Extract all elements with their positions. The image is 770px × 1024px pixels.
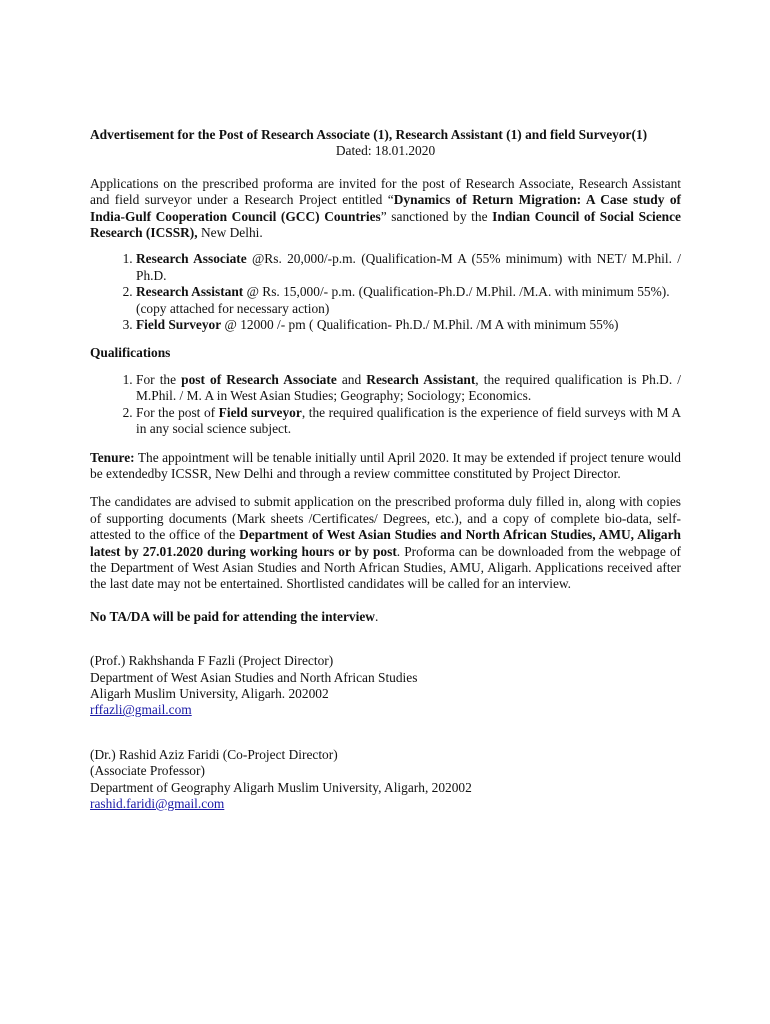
post-item-field-surveyor [136, 317, 681, 333]
qualification-bold: Research Assistant [366, 371, 476, 387]
project-title: Dynamics of Return Migration: A Case study of India-Gulf Cooperation Council (GCC) Countries [90, 192, 681, 224]
director-department: Department of West Asian Studies and North African Studies [90, 669, 418, 685]
application-paragraph [90, 494, 681, 592]
qualification-text: For the [136, 371, 182, 387]
post-note: (copy attached for necessary action) [136, 300, 330, 316]
post-details: @Rs. 20,000/-p.m. (Qualification-M A (55% minimum) with NET/ M.Phil. / Ph.D. [136, 251, 681, 283]
qualification-text: , the required qualification is the experience of field surveys with M A in any social science subject. [136, 404, 682, 437]
application-text: . Proforma can be downloaded from the webpage of the Department of West Asian Studies and North African Studies, AMU, Aligarh. Applications received after the last date may not be entertained. Shortlisted candidates will be called for an interview. [90, 543, 681, 592]
post-item-research-associate [136, 251, 681, 284]
intro-text-3: New Delhi. [197, 225, 263, 241]
application-text: The candidates are advised to submit application on the prescribed proforma duly filled in, along with copies of supporting documents (Mark sheets /Certificates/ Degrees, etc.), and a copy of complete bio-data, self-attested to the office of the [90, 494, 681, 543]
post-item-research-assistant [136, 284, 681, 317]
co-director-department: Department of Geography Aligarh Muslim University, Aligarh, 202002 [90, 779, 472, 795]
co-director-signature [90, 747, 681, 813]
date-line: Dated: 18.01.2020 [335, 143, 436, 159]
director-university: Aligarh Muslim University, Aligarh. 202002 [90, 685, 329, 701]
posts-list [90, 251, 681, 333]
intro-text-2: ” sanctioned by the [380, 208, 493, 224]
qualifications-heading: Qualifications [90, 345, 171, 361]
intro-paragraph [90, 176, 681, 242]
post-name: Research Assistant [136, 284, 244, 300]
director-email-link[interactable]: rffazli@gmail.com [90, 702, 192, 718]
director-signature [90, 653, 681, 719]
post-name: Research Associate [136, 251, 247, 267]
co-director-email-link[interactable]: rashid.faridi@gmail.com [90, 796, 225, 811]
intro-text-1: Applications on the prescribed proforma are invited for the post of Research Associate, Research Assistant and field surveyor under a Research Project entitled “ [90, 175, 681, 208]
page-title: Advertisement for the Post of Research Associate (1), Research Assistant (1) and field Surveyor(1) [90, 127, 648, 142]
tenure-text: The appointment will be tenable initially until April 2020. It may be extended if project tenure would be extendedby ICSSR, New Delhi and through a review committee constituted by Project Director. [90, 449, 681, 481]
qualification-text: For the post of [136, 404, 219, 420]
no-tada-text: No TA/DA will be paid for attending the interview [90, 608, 375, 624]
tenure-paragraph [90, 450, 681, 483]
document-page [90, 127, 681, 812]
qualification-item [136, 405, 681, 438]
qualification-text: and [336, 371, 367, 387]
qualifications-list [90, 372, 681, 438]
post-name: Field Surveyor [136, 317, 222, 333]
qualification-bold: Field surveyor [218, 404, 302, 420]
co-director-name: (Dr.) Rashid Aziz Faridi (Co-Project Director) [90, 746, 338, 762]
qualification-item [136, 372, 681, 405]
tenure-label: Tenure: [90, 449, 135, 465]
no-tada-end: . [374, 608, 379, 624]
post-details: @ 12000 /- pm ( Qualification- Ph.D./ M.Phil. /M A with minimum 55%) [221, 317, 619, 333]
co-director-designation: (Associate Professor) [90, 763, 205, 779]
director-name: (Prof.) Rakhshanda F Fazli (Project Director) [90, 653, 334, 669]
post-details: @ Rs. 15,000/- p.m. (Qualification-Ph.D./ M.Phil. /M.A. with minimum 55%). [243, 284, 670, 300]
application-bold: Department of West Asian Studies and North African Studies, AMU, Aligarh latest by 27.01.2020 during working hours or by post [90, 527, 681, 559]
qualification-text: , the required qualification is Ph.D. / M.Phil. / M. A in West Asian Studies; Geography; Sociology; Economics. [136, 371, 681, 404]
qualification-bold: post of Research Associate [181, 371, 337, 387]
council-name: Indian Council of Social Science Research (ICSSR), [90, 208, 681, 241]
no-tada-notice [90, 609, 681, 625]
